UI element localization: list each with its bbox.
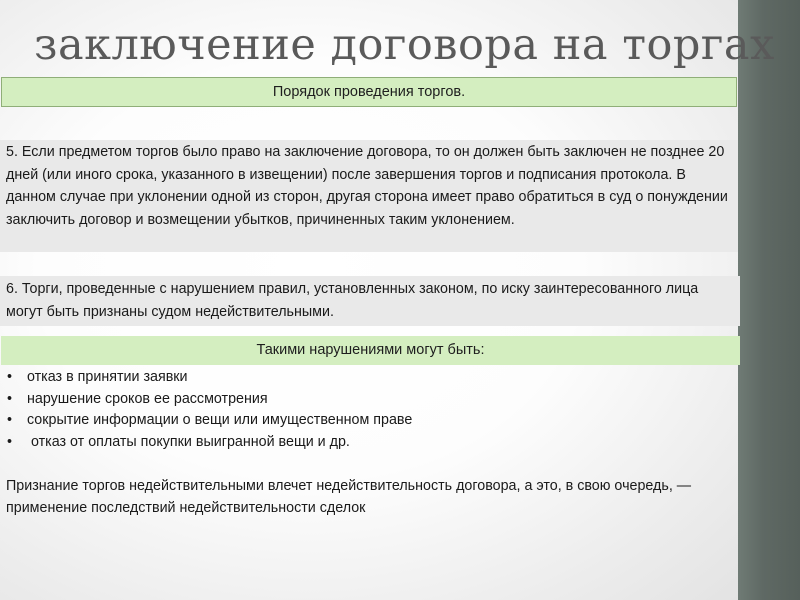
list-item-text: сокрытие информации о вещи или имущественном праве	[27, 412, 413, 429]
list-item-text: отказ от оплаты покупки выигранной вещи и др.	[27, 434, 350, 451]
bullet-marker: •	[7, 390, 13, 407]
violations-header: Такими нарушениями могут быть:	[1, 336, 740, 365]
list-item	[6, 432, 412, 454]
list-item	[6, 367, 412, 389]
list-item	[6, 410, 412, 432]
list-item	[6, 389, 412, 411]
bullet-marker: •	[7, 369, 13, 385]
list-item-text: нарушение сроков ее рассмотрения	[27, 390, 268, 407]
paragraph-5: 5. Если предметом торгов было право на заключение договора, то он должен быть заключен не позднее 20 дней (или иного срока, указанного в извещении) после завершения торгов и подписания протокола. В данном случае при уклонении одной из сторон, другая сторона имеет право обратиться в суд о понуждении заключить договор и возмещении убытков, причиненных таким уклонением.	[0, 140, 738, 252]
section-header: Порядок проведения торгов.	[1, 77, 737, 107]
paragraph-6: 6. Торги, проведенные с нарушением правил, установленных законом, по иску заинтересованного лица могут быть признаны судом недействительными.	[0, 276, 740, 326]
bullet-marker: •	[7, 434, 13, 451]
side-decoration-bar	[738, 0, 800, 600]
violations-list	[6, 367, 412, 454]
bullet-marker: •	[7, 412, 13, 429]
list-item-text: отказ в принятии заявки	[27, 369, 188, 385]
conclusion-text: Признание торгов недействительными влечет недействительность договора, а это, в свою очередь, — применение последствий недействительности сделок	[6, 478, 692, 516]
slide-title: заключение договора на торгах	[34, 20, 775, 70]
